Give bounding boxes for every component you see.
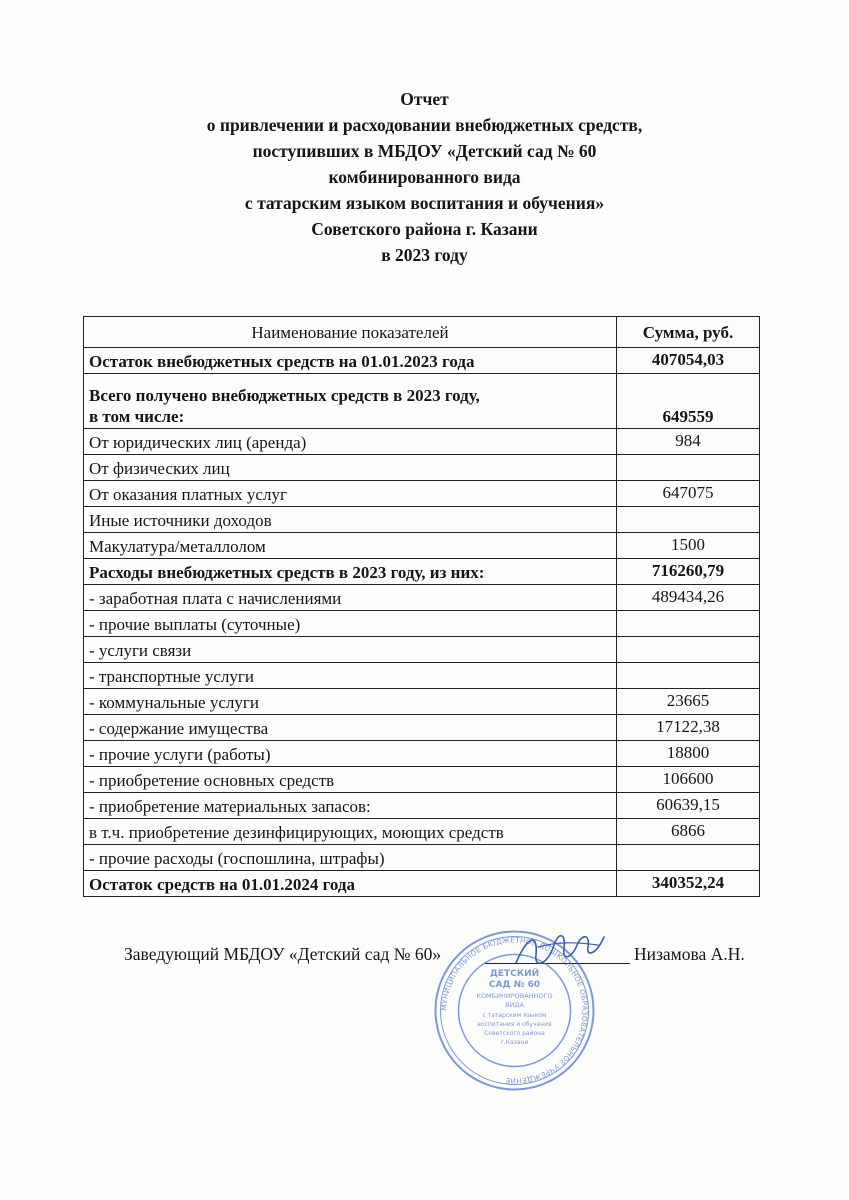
row-value: 716260,79 <box>617 559 760 585</box>
row-name-line: Всего получено внебюджетных средств в 2023 году, <box>89 386 480 405</box>
row-name: - приобретение основных средств <box>84 767 617 793</box>
row-value <box>617 637 760 663</box>
row-value: 647075 <box>617 481 760 507</box>
header-name-cell: Наименование показателей <box>84 317 617 348</box>
table-row <box>84 559 760 585</box>
row-name: - приобретение материальных запасов: <box>84 793 617 819</box>
title-line: Отчет <box>400 89 449 109</box>
row-name: От физических лиц <box>84 455 617 481</box>
title-line: Советского района г. Казани <box>311 219 538 239</box>
stamp-line: САД № 60 <box>488 980 541 990</box>
row-name <box>84 374 617 429</box>
title-line: поступивших в МБДОУ «Детский сад № 60 <box>252 141 597 161</box>
row-value: 106600 <box>617 767 760 793</box>
stamp-line: г.Казани <box>500 1039 529 1046</box>
row-name: От юридических лиц (аренда) <box>84 429 617 455</box>
row-name: От оказания платных услуг <box>84 481 617 507</box>
row-name: - прочие расходы (госпошлина, штрафы) <box>84 845 617 871</box>
row-name: - прочие услуги (работы) <box>84 741 617 767</box>
table-row <box>84 819 760 845</box>
row-value: 489434,26 <box>617 585 760 611</box>
table-row <box>84 689 760 715</box>
row-value <box>617 507 760 533</box>
row-value <box>617 663 760 689</box>
row-name: Расходы внебюджетных средств в 2023 году, из них: <box>84 559 617 585</box>
row-name: Иные источники доходов <box>84 507 617 533</box>
title-line: в 2023 году <box>381 245 468 265</box>
row-name: Макулатура/металлолом <box>84 533 617 559</box>
stamp-line: ВИДА <box>505 1001 524 1009</box>
row-value <box>617 611 760 637</box>
row-value: 1500 <box>617 533 760 559</box>
report-title <box>0 86 849 268</box>
row-value: 6866 <box>617 819 760 845</box>
table-row <box>84 585 760 611</box>
table-row <box>84 871 760 897</box>
row-value: 407054,03 <box>617 348 760 374</box>
row-name: - коммунальные услуги <box>84 689 617 715</box>
stamp-ring-text: МУНИЦИПАЛЬНОЕ БЮДЖЕТНОЕ ДОШКОЛЬНОЕ ОБРАЗОВАТЕЛЬНОЕ УЧРЕЖДЕНИЕ <box>439 935 590 1086</box>
row-value: 340352,24 <box>617 871 760 897</box>
table-row <box>84 715 760 741</box>
row-name: в т.ч. приобретение дезинфицирующих, моющих средств <box>84 819 617 845</box>
stamp-line: с татарским языком <box>482 1012 547 1019</box>
table-row <box>84 374 760 429</box>
row-name-line: в том числе: <box>89 407 185 426</box>
table-row <box>84 767 760 793</box>
row-name: Остаток средств на 01.01.2024 года <box>84 871 617 897</box>
table-row <box>84 637 760 663</box>
row-value: 18800 <box>617 741 760 767</box>
stamp-line: Советского района <box>484 1030 545 1037</box>
stamp-line: КОМБИНИРОВАННОГО <box>476 992 553 1000</box>
row-value: 17122,38 <box>617 715 760 741</box>
table-row <box>84 455 760 481</box>
row-value: 649559 <box>617 374 760 429</box>
signatory-name: Низамова А.Н. <box>634 944 745 964</box>
row-name: - заработная плата с начислениями <box>84 585 617 611</box>
header-value-cell: Сумма, руб. <box>617 317 760 348</box>
row-name: - услуги связи <box>84 637 617 663</box>
table-row <box>84 429 760 455</box>
row-name: - транспортные услуги <box>84 663 617 689</box>
row-value: 23665 <box>617 689 760 715</box>
table-row <box>84 793 760 819</box>
row-value <box>617 455 760 481</box>
signature-icon <box>508 925 608 975</box>
table-row <box>84 845 760 871</box>
stamp-line: ДЕТСКИЙ <box>489 969 540 979</box>
table-row <box>84 611 760 637</box>
row-value: 60639,15 <box>617 793 760 819</box>
table-row <box>84 481 760 507</box>
table-row <box>84 507 760 533</box>
signatory-position: Заведующий МБДОУ «Детский сад № 60» <box>124 944 442 964</box>
table-row <box>84 741 760 767</box>
row-name: - содержание имущества <box>84 715 617 741</box>
title-line: комбинированного вида <box>328 167 521 187</box>
stamp-line: воспитания и обучения <box>477 1021 552 1028</box>
row-value <box>617 845 760 871</box>
table-row <box>84 663 760 689</box>
row-name: - прочие выплаты (суточные) <box>84 611 617 637</box>
table-row <box>84 533 760 559</box>
report-table <box>83 316 760 897</box>
row-name: Остаток внебюджетных средств на 01.01.2023 года <box>84 348 617 374</box>
table-header-row <box>84 317 760 348</box>
title-line: с татарским языком воспитания и обучения» <box>244 193 605 213</box>
title-line: о привлечении и расходовании внебюджетных средств, <box>206 115 643 135</box>
table-row <box>84 348 760 374</box>
row-value: 984 <box>617 429 760 455</box>
